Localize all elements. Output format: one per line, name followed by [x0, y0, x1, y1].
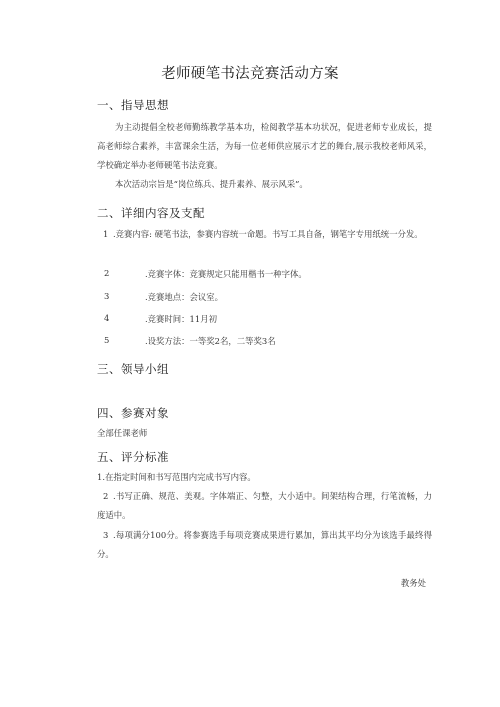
list-item-text: .竞赛时间：11月初	[145, 314, 217, 324]
section-heading-guiding-ideology: 一、指导思想	[97, 98, 169, 112]
section-paragraph: 全部任课老师	[97, 428, 148, 438]
list-item	[97, 225, 432, 244]
section-paragraph: 本次活动宗旨是“岗位练兵、提升素养、展示风采”。	[115, 179, 308, 189]
list-item-number: 3	[103, 530, 109, 540]
list-item-number: 1	[103, 229, 109, 239]
list-item-text: .竞赛内容: 硬笔书法，参赛内容统一命题。书写工具自备，钢笔字专用纸统一分发。	[113, 229, 423, 239]
list-item-number: 2	[103, 491, 109, 501]
list-item	[97, 487, 432, 525]
list-item-number: 3	[104, 291, 110, 301]
list-item-text: .竞赛地点：会议室。	[145, 292, 224, 302]
list-item-text: .每项满分100分。将参赛选手每项竞赛成果进行累加，算出其平均分为该选手最终得分。	[97, 530, 432, 559]
list-item-text: .书写正确、规范、美观。字体端正、匀整，大小适中。间架结构合理，行笔流畅，力度适中。	[97, 491, 432, 520]
signature-issuer: 教务处	[400, 578, 426, 588]
list-item	[97, 526, 432, 564]
section-heading-participants: 四、参赛对象	[97, 406, 169, 420]
list-item-text: .竞赛字体：竞赛规定只能用楷书一种字体。	[145, 269, 307, 279]
document-title: 老师硬笔书法竞赛活动方案	[161, 66, 339, 82]
list-item-number: 2	[104, 268, 110, 278]
list-item-number: 4	[104, 313, 110, 323]
section-paragraph: 为主动提倡全校老师勤练教学基本功，检阅教学基本功状况，促进老师专业成长，提高老师综合素养，丰富课余生活，为每一位老师供应展示才艺的舞台,展示我校老师风采，学校确定举办老师硬笔书法竞赛。	[97, 122, 432, 170]
list-item-text: 1.在指定时间和书写范围内完成书写内容。	[97, 472, 256, 482]
list-item-text: .设奖方法：一等奖2名，二等奖3名	[145, 336, 276, 346]
section-heading-scoring: 五、评分标准	[97, 450, 169, 464]
section-heading-details: 二、详细内容及支配	[97, 206, 205, 220]
list-item-number: 5	[104, 335, 110, 345]
section-heading-leadership-group: 三、领导小组	[97, 362, 169, 376]
